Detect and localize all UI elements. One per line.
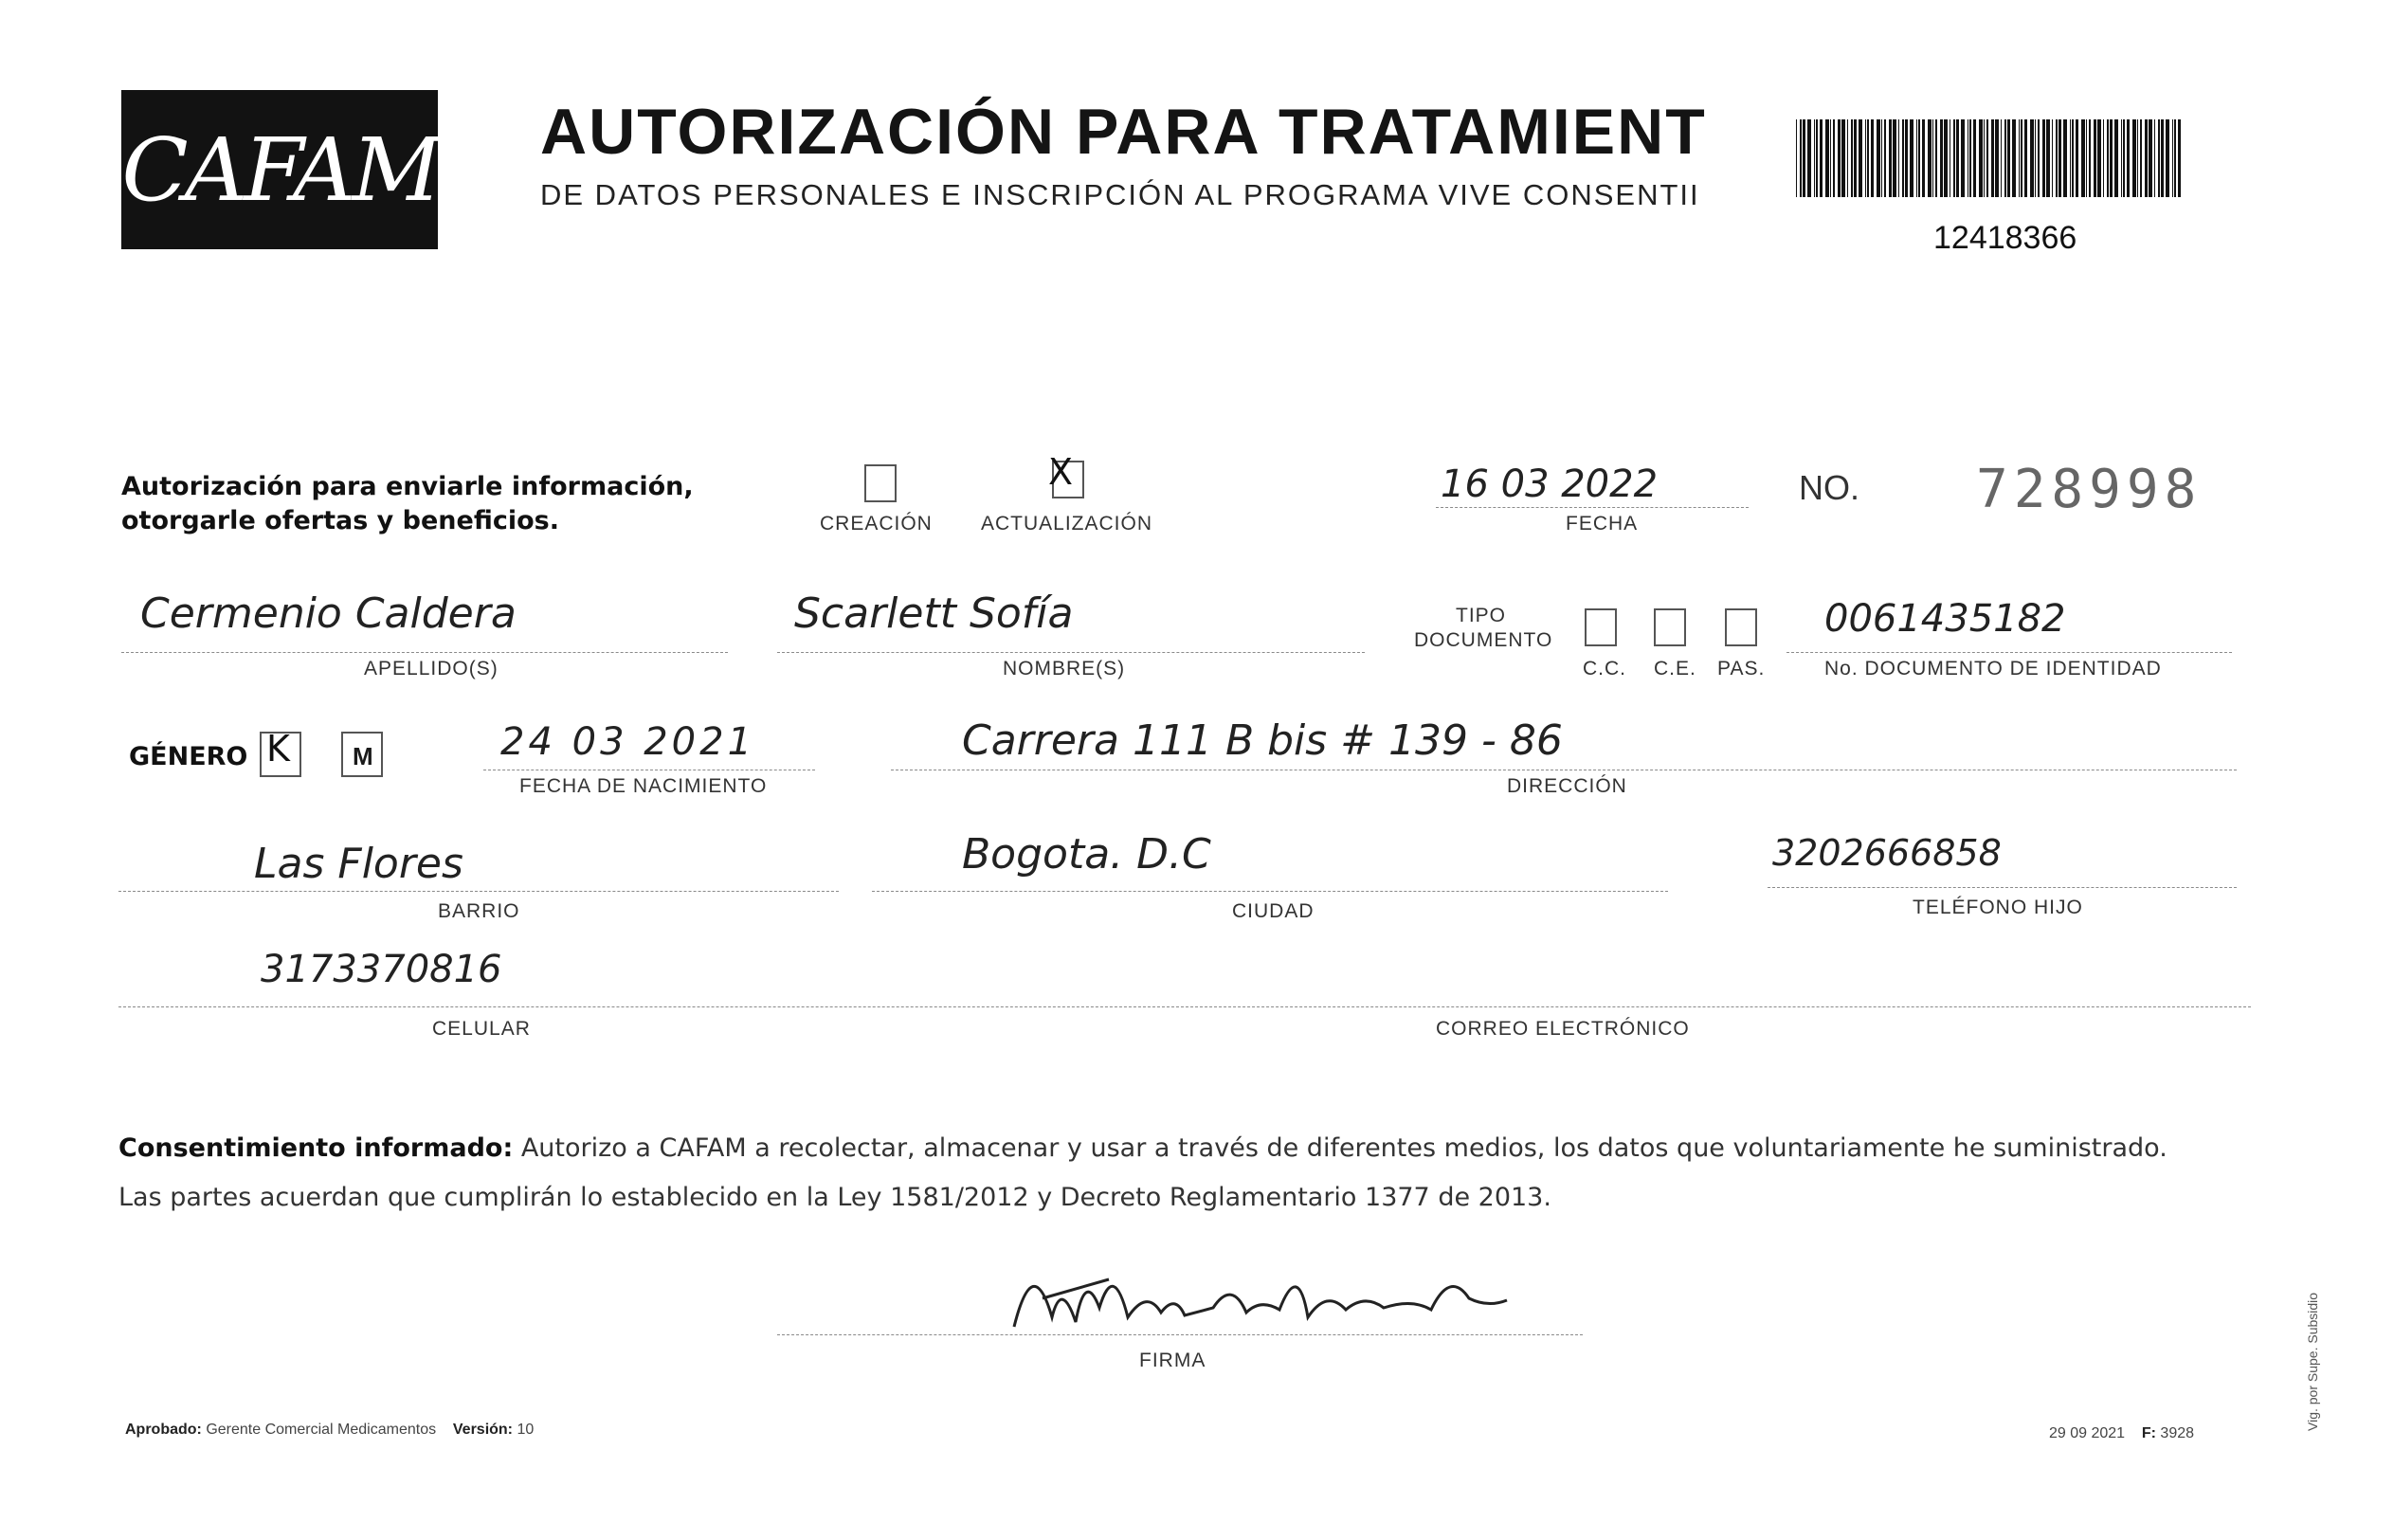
logo-text: CAFAM (121, 118, 438, 221)
barcode-bar (2114, 119, 2118, 197)
barcode-bar (2097, 119, 2101, 197)
fecha-label: FECHA (1566, 513, 1639, 534)
barcode-bar (1881, 119, 1882, 197)
barcode-bar (2046, 119, 2050, 197)
barcode-bar (1877, 119, 1880, 197)
ce-label: C.E. (1654, 658, 1696, 679)
no-label: NO. (1799, 468, 1860, 507)
barcode-bar (1847, 119, 1848, 197)
barcode-bar (2132, 119, 2136, 197)
barcode-bar (2161, 119, 2164, 197)
actualizacion-check-mark: X (1048, 451, 1074, 493)
barcode-bar (1944, 119, 1948, 197)
barcode-bar (1893, 119, 1896, 197)
documento-value: 0061435182 (1824, 597, 2066, 641)
barcode-bar (2178, 119, 2181, 197)
barcode-bar (1898, 119, 1899, 197)
barcode-bar (2172, 119, 2173, 197)
barcode-bar (1854, 119, 1857, 197)
barcode-bar (1851, 119, 1853, 197)
barcode-bar (1841, 119, 1845, 197)
barcode-bar (2076, 119, 2078, 197)
barcode-bar (2110, 119, 2113, 197)
barcode-bar (1910, 119, 1913, 197)
footer-date: 29 09 2021 (2049, 1425, 2126, 1441)
aprobado-label: Aprobado: (125, 1422, 202, 1438)
barcode-bar (2070, 119, 2071, 197)
celular-value: 3173370816 (261, 948, 502, 991)
barcode-bar (1884, 119, 1886, 197)
barcode-bar (2103, 119, 2104, 197)
version-label: Versión: (452, 1422, 514, 1438)
authorization-intro (121, 470, 694, 538)
barcode-bar (2166, 119, 2169, 197)
side-vigilance-text: Vig. por Supe. Subsidio (2305, 1292, 2320, 1431)
direccion-label: DIRECCIÓN (1507, 775, 1627, 797)
documento-label: No. DOCUMENTO DE IDENTIDAD (1824, 658, 2162, 679)
barcode-bar (1953, 119, 1955, 197)
form-title: AUTORIZACIÓN PARA TRATAMIENT (540, 96, 1707, 168)
barcode-bar (2145, 119, 2148, 197)
barcode-bar (2072, 119, 2074, 197)
barcode-bar (2149, 119, 2152, 197)
barcode-bar (1940, 119, 1943, 197)
tipo-label-1: TIPO (1456, 605, 1507, 626)
barcode-bar (2042, 119, 2045, 197)
barcode-bar (1973, 119, 1976, 197)
footer-approval (125, 1422, 534, 1439)
f-label: F: (2141, 1425, 2156, 1441)
genero-label: GÉNERO (129, 742, 248, 771)
barcode-bar (1838, 119, 1841, 197)
barcode-bar (2001, 119, 2002, 197)
barcode-bar (1961, 119, 1965, 197)
barcode-bar (2056, 119, 2058, 197)
apellidos-label: APELLIDO(S) (364, 658, 499, 679)
barcode-bar (1816, 119, 1818, 197)
barcode-bar (2137, 119, 2138, 197)
barcode-bar (2140, 119, 2142, 197)
barcode-bar (2063, 119, 2067, 197)
actualizacion-label: ACTUALIZACIÓN (981, 513, 1153, 534)
barcode-bar (2089, 119, 2091, 197)
barcode-bar (1807, 119, 1811, 197)
barcode-bar (2174, 119, 2176, 197)
cc-label: C.C. (1583, 658, 1626, 679)
barcode-bar (1796, 119, 1797, 197)
barcode-bar (2058, 119, 2061, 197)
barcode-bar (1905, 119, 1908, 197)
barcode-bar (1871, 119, 1874, 197)
barcode-number: 12418366 (1933, 220, 2077, 256)
barcode-bar (2094, 119, 2096, 197)
barcode-bar (1800, 119, 1802, 197)
authorization-intro-line2: otorgarle ofertas y beneficios. (121, 506, 559, 535)
barcode-bar (2004, 119, 2006, 197)
nacimiento-label: FECHA DE NACIMIENTO (519, 775, 768, 797)
barcode-bar (1935, 119, 1937, 197)
barcode-bar (2107, 119, 2109, 197)
aprobado-value: Gerente Comercial Medicamentos (206, 1422, 437, 1438)
barcode-bar (1984, 119, 1985, 197)
barcode-bar (2086, 119, 2087, 197)
barcode-bar (1916, 119, 1917, 197)
ciudad-value: Bogota. D.C (962, 830, 1211, 879)
barcode-bar (2081, 119, 2085, 197)
barcode-bar (2127, 119, 2130, 197)
barcode-bar (1865, 119, 1866, 197)
barrio-value: Las Flores (254, 840, 463, 888)
barcode-bar (1928, 119, 1932, 197)
barcode-bar (2154, 119, 2155, 197)
barcode-bar (1889, 119, 1892, 197)
barcode-bar (1979, 119, 1983, 197)
barcode-bar (1986, 119, 1988, 197)
barcode-bar (2021, 119, 2022, 197)
pas-label: PAS. (1717, 658, 1766, 679)
barcode-bar (1969, 119, 1971, 197)
barcode-bar (2121, 119, 2122, 197)
barcode-bar (2035, 119, 2036, 197)
form-subtitle: DE DATOS PERSONALES E INSCRIPCIÓN AL PROGRAMA VIVE CONSENTII (540, 178, 1700, 211)
version-value: 10 (517, 1422, 535, 1438)
barcode-bar (2038, 119, 2040, 197)
telefono-label: TELÉFONO HIJO (1913, 897, 2083, 918)
f-value: 3928 (2160, 1425, 2195, 1441)
barcode-bar (2019, 119, 2020, 197)
barcode-bar (1956, 119, 1959, 197)
direccion-value: Carrera 111 B bis # 139 - 86 (962, 716, 1563, 765)
genero-m-label: M (353, 742, 373, 770)
barcode-bar (1830, 119, 1831, 197)
consent-paragraph (118, 1124, 2241, 1223)
consent-line-2: Las partes acuerdan que cumplirán lo establecido en la Ley 1581/2012 y Decreto Reglamentario 1377 de 2013. (118, 1183, 1551, 1212)
barcode-bar (1814, 119, 1815, 197)
nombres-label: NOMBRE(S) (1003, 658, 1126, 679)
barcode-bar (2030, 119, 2034, 197)
barcode-bar (2007, 119, 2010, 197)
ce-checkbox[interactable] (1654, 608, 1686, 646)
cafam-logo (121, 90, 438, 249)
barcode-bar (1825, 119, 1829, 197)
no-value: 728998 (1976, 459, 2203, 520)
fecha-value: 16 03 2022 (1441, 462, 1659, 506)
barcode-bar (1859, 119, 1862, 197)
barcode-bar (2052, 119, 2053, 197)
barrio-label: BARRIO (438, 900, 520, 922)
footer-code (2049, 1425, 2194, 1442)
barcode-bar (1995, 119, 1999, 197)
authorization-intro-line1: Autorización para enviarle información, (121, 472, 694, 501)
firma-label: FIRMA (1139, 1350, 1206, 1371)
consent-line-1 (118, 1124, 2241, 1173)
consent-heading: Consentimiento informado: (118, 1133, 514, 1163)
barcode (1796, 119, 2185, 197)
creacion-label: CREACIÓN (820, 513, 933, 534)
barcode-bar (1932, 119, 1933, 197)
correo-label: CORREO ELECTRÓNICO (1436, 1018, 1690, 1040)
apellidos-value: Cermenio Caldera (140, 589, 517, 638)
barcode-bar (1918, 119, 1920, 197)
barcode-bar (1991, 119, 1994, 197)
barcode-bar (1833, 119, 1835, 197)
creacion-checkbox[interactable] (864, 464, 897, 502)
barcode-bar (1902, 119, 1904, 197)
pas-checkbox[interactable] (1725, 608, 1757, 646)
barcode-bar (2024, 119, 2027, 197)
barcode-bar (1922, 119, 1925, 197)
barcode-bar (1803, 119, 1805, 197)
telefono-value: 3202666858 (1772, 832, 2002, 874)
barcode-bar (1820, 119, 1823, 197)
barcode-bar (2012, 119, 2016, 197)
signature-scribble (995, 1241, 1564, 1365)
barcode-bar (1867, 119, 1869, 197)
consent-text-1: Autorizo a CAFAM a recolectar, almacenar y usar a través de diferentes medios, los datos que voluntariamente he suministrado. (513, 1133, 2167, 1163)
cc-checkbox[interactable] (1585, 608, 1617, 646)
barcode-bar (2158, 119, 2160, 197)
genero-f-mark: K (266, 728, 290, 770)
tipo-label-2: DOCUMENTO (1414, 629, 1553, 651)
nacimiento-value: 24 03 2021 (500, 720, 756, 764)
ciudad-label: CIUDAD (1232, 900, 1315, 922)
celular-label: CELULAR (432, 1018, 531, 1040)
barcode-bar (2123, 119, 2125, 197)
nombres-value: Scarlett Sofía (794, 589, 1074, 638)
